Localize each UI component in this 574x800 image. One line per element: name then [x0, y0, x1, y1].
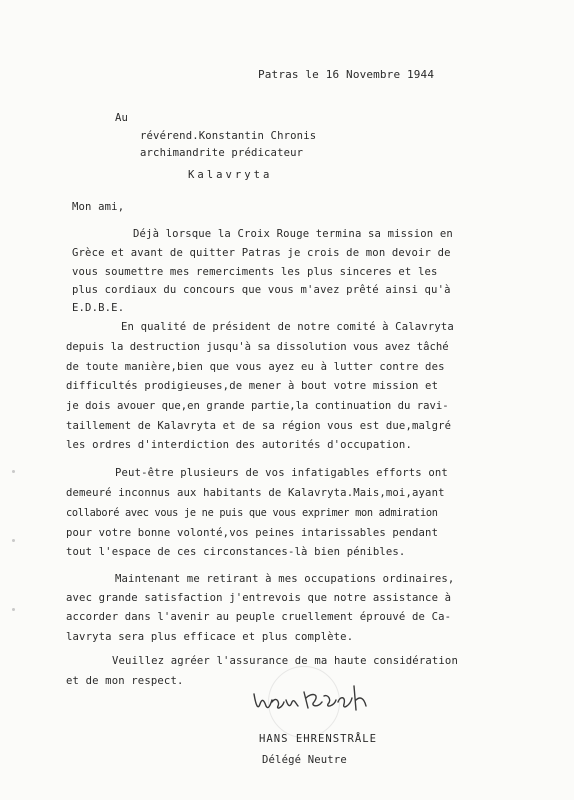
body-line: collaboré avec vous je ne puis que vous exprimer mon admiration [66, 507, 438, 519]
body-line: accorder dans l'avenir au peuple cruellement éprouvé de Ca- [66, 611, 452, 623]
body-line: je dois avouer que,en grande partie,la continuation du ravi- [66, 400, 449, 412]
body-line: difficultés prodigieuses,de mener à bout votre mission et [66, 380, 439, 392]
body-line: depuis la destruction jusqu'à sa dissolution vous avez tâché [66, 341, 449, 353]
signatory-role: Délégé Neutre [262, 754, 347, 766]
typed-signatory-name: HANS EHRENSTRÅLE [259, 733, 378, 745]
date-line: Patras le 16 Novembre 1944 [258, 68, 435, 81]
handwritten-signature [248, 676, 378, 722]
body-line: En qualité de président de notre comité à Calavryta [121, 321, 454, 333]
body-line: tout l'espace de ces circonstances-là bien pénibles. [66, 546, 406, 558]
body-line: plus cordiaux du concours que vous m'avez prêté ainsi qu'à [72, 284, 451, 296]
addressee-place: Kalavryta [188, 169, 273, 181]
body-line: les ordres d'interdiction des autorités d'occupation. [66, 439, 412, 451]
body-line: Maintenant me retirant à mes occupations ordinaires, [115, 573, 455, 585]
body-line: lavryta sera plus efficace et plus complète. [66, 631, 354, 643]
body-line: Veuillez agréer l'assurance de ma haute considération [112, 655, 458, 667]
body-line: avec grande satisfaction j'entrevois que notre assistance à [66, 592, 452, 604]
body-line: Déjà lorsque la Croix Rouge termina sa mission en [133, 228, 453, 240]
addressee-name: révérend.Konstantin Chronis [140, 130, 317, 142]
salutation: Mon ami, [72, 201, 125, 213]
body-line: pour votre bonne volonté,vos peines intarissables pendant [66, 527, 439, 539]
body-line: et de mon respect. [66, 675, 184, 687]
body-line: vous soumettre mes remerciments les plus sinceres et les [72, 266, 438, 278]
body-line: de toute manière,bien que vous ayez eu à lutter contre des [66, 361, 445, 373]
body-line: taillement de Kalavryta et de sa région vous est due,malgré [66, 420, 452, 432]
punch-hole [12, 608, 15, 611]
addressee-title: archimandrite prédicateur [140, 147, 304, 159]
body-line: Peut-être plusieurs de vos infatigables efforts ont [115, 467, 448, 479]
addressee-to: Au [115, 112, 129, 124]
body-line: Grèce et avant de quitter Patras je crois de mon devoir de [72, 247, 451, 259]
punch-hole [12, 470, 15, 473]
punch-hole [12, 539, 15, 542]
body-line: demeuré inconnus aux habitants de Kalavryta.Mais,moi,ayant [66, 487, 445, 499]
body-line: E.D.B.E. [72, 302, 125, 314]
punch-holes [12, 470, 15, 677]
